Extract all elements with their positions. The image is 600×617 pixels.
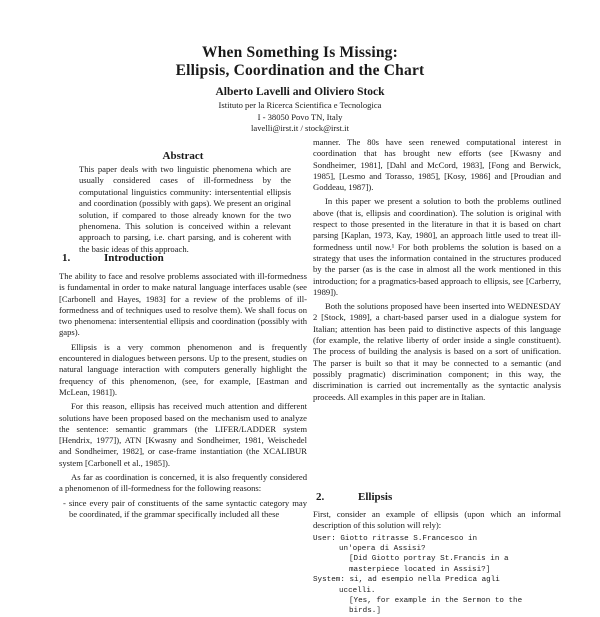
section-2-heading — [316, 491, 392, 503]
example-system-line-1 — [313, 575, 561, 585]
affiliation-email: lavelli@irst.it / stock@irst.it — [251, 123, 349, 134]
section-1-heading — [62, 252, 164, 264]
ellipsis-intro: First, consider an example of ellipsis (upon which an informal description of this solution will rely): — [313, 509, 561, 531]
abstract-heading: Abstract — [162, 150, 204, 162]
left-column-body — [59, 271, 307, 520]
example-user-label: User: — [313, 534, 336, 543]
right-column-body — [313, 137, 561, 403]
example-system-gloss-2: birds.] — [349, 607, 381, 616]
title-line-1: When Something Is Missing: — [202, 44, 398, 61]
example-user-line-1 — [313, 534, 561, 544]
paper-title — [0, 44, 600, 80]
intro-paragraph-2: Ellipsis is a very common phenomenon and is frequently encountered in dialogues between persons. Up to the present, studies on natural language interaction with computers generally highlight the frequency of this phenomenon, (see, for example, [Eastman and McLean, 1981]). — [59, 341, 307, 397]
example-user-gloss-1: [Did Giotto portray St.Francis in a — [349, 555, 509, 564]
example-system-gloss-1: [Yes, for example in the Sermon to the — [349, 597, 523, 606]
paper-authors: Alberto Lavelli and Oliviero Stock — [215, 86, 385, 98]
example-system-line-2: uccelli. — [339, 586, 376, 595]
right-paragraph-1: manner. The 80s have seen renewed computational interest in coordination that has brought new efforts (see [Kwasny and Sondheimer, 1981], [Dahl and McCord, 1983], [Fong and Berwick, 1985], [Lesmo and Torasso, 1985], [Kosy, 1986] and [Proudian and Goddeau, 1987]). — [313, 137, 561, 193]
right-paragraph-3: Both the solutions proposed have been inserted into WEDNESDAY 2 [Stock, 1989], a chart-based parser used in a dialogue system for Italian; attention has been paid to distinctive aspects of this language (for example, the relative liberty of order inside a single constituent). The process of building the analysis is based on a sort of unification. The parser is built so that it may be connected to a semantic (and possibly pragmatic) discrimination component; in this way, the discrimination is carried out incrementally as the syntactic analysis proceeds. All examples in this paper are in Italian. — [313, 301, 561, 402]
intro-list-item: - since every pair of constituents of the same syntactic category may be coordinated, if the grammar specifically included all these — [63, 497, 307, 519]
example-system-label: System: — [313, 576, 345, 585]
affiliation-address: I - 38050 Povo TN, Italy — [257, 111, 343, 122]
right-paragraph-2: In this paper we present a solution to both the problems outlined above (that is, ellipsis and coordination). The solution is original with respect to those presented in the literature in that it is based on chart parsing [Kaplan, 1973, Kay, 1980], an approach little used to treat ill-formedness until now.¹ For both problems the solution is based on a strategy that uses the information contained in the structures produced by the parser (as is the case in almost all the work mentioned in this introduction; for a pragmatics-based approach to ellipsis, see [Carberry, 1989]). — [313, 196, 561, 297]
example-user-text-1: Giotto ritrasse S.Francesco in — [340, 534, 478, 543]
intro-paragraph-4: As far as coordination is concerned, it is also frequently considered a phenomenon of ill-formedness for the following reasons: — [59, 472, 307, 494]
section-2-body — [313, 509, 561, 617]
ellipsis-example — [313, 534, 561, 617]
section-2-title: Ellipsis — [358, 491, 393, 503]
example-user-gloss-2: masterpiece located in Assisi?] — [349, 565, 491, 574]
affiliation-institute: Istituto per la Ricerca Scientifica e Tecnologica — [218, 100, 382, 110]
section-2-number: 2. — [316, 491, 325, 503]
example-system-text-1: si, ad esempio nella Predica agli — [349, 576, 500, 585]
section-1-title: Introduction — [104, 252, 164, 264]
intro-paragraph-1: The ability to face and resolve problems associated with ill-formedness is fundamental in order to make natural language interfaces usable (see [Carbonell and Hayes, 1983] for a review of the problems of ill-formedness and of techniques used to resolve them). We shall focus on two phenomena: intersentential ellipsis and coordination (possibly with gaps). — [59, 271, 307, 338]
example-user-line-2: un'opera di Assisi? — [339, 545, 426, 553]
title-line-2: Ellipsis, Coordination and the Chart — [175, 62, 425, 79]
abstract-text: This paper deals with two linguistic phenomena which are usually considered cases of ill-formedness by the computational linguistics community: intersentential ellipsis and coordination (possibly with gaps). We present an original solution, if compared to those already known for the two phenomena. This solution is conceived within a relevant approach to parsing, i.e. chart parsing, and is coherent with the basic ideas of this approach. — [79, 164, 291, 254]
affiliation — [0, 100, 600, 135]
section-1-number: 1. — [62, 252, 71, 264]
intro-paragraph-3: For this reason, ellipsis has received much attention and different solutions have been proposed based on the mechanism used to analyze the sentence: semantic grammars (the LIFER/LADDER system [Hendrix, 1977]), ATN [Kwasny and Sondheimer, 1981, Weischedel and Sondheimer, 1982], or case-frame instantiation (the XCALIBUR system [Carbonell et al., 1985]). — [59, 401, 307, 468]
